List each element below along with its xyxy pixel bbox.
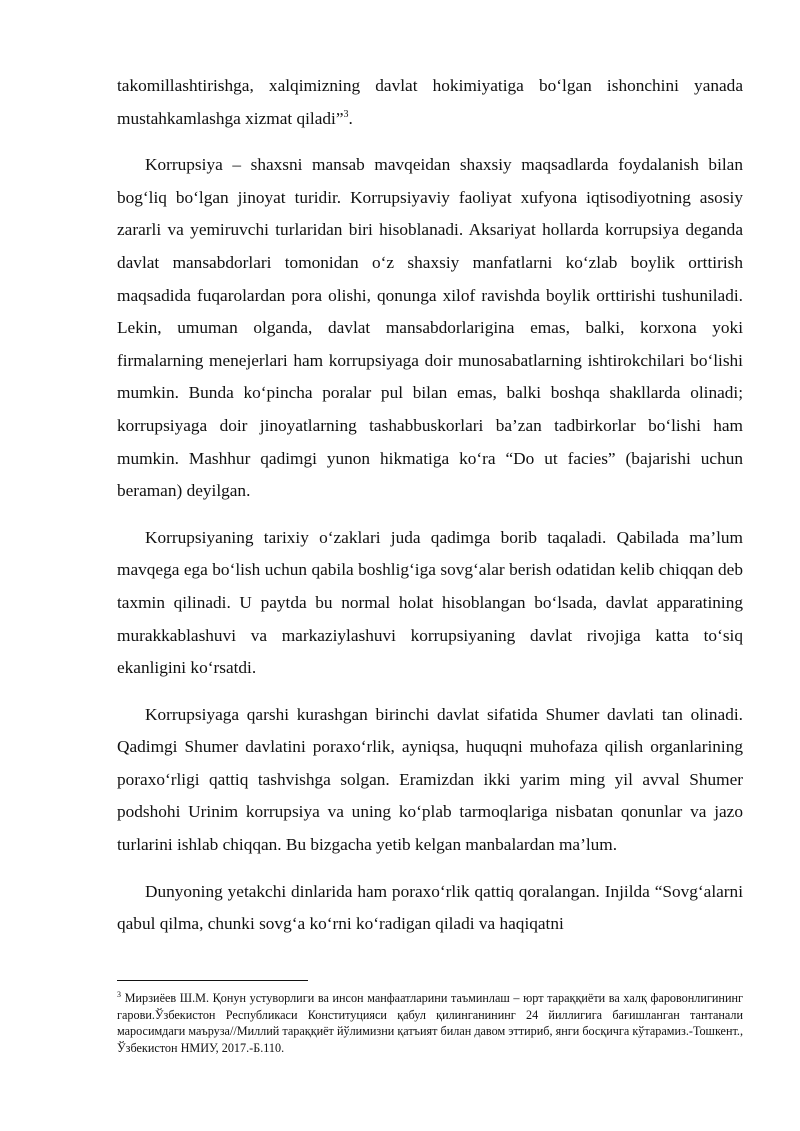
paragraph-0-end: . <box>348 108 353 128</box>
footnote <box>117 990 743 1057</box>
paragraph-2: Korrupsiyaning tarixiy o‘zaklari juda qadimga borib taqaladi. Qabilada ma’lum mavqega ega bo‘lish uchun qabila boshlig‘iga sovg‘alar berish odatidan kelib chiqqan deb taxmin qilinadi. U paytda bu normal holat hisoblangan bo‘lsada, davlat apparatining murakkablashuvi va markaziylashuvi korrupsiyaning davlat rivojiga katta to‘siq ekanligini ko‘rsatdi. <box>117 527 743 678</box>
paragraph-0-text: takomillashtirishga, xalqimizning davlat hokimiyatiga bo‘lgan ishonchini yanada mustahkamlashga xizmat qiladi” <box>117 76 743 128</box>
footnote-separator <box>117 980 308 981</box>
footnote-reference: 3 <box>343 108 349 120</box>
footnote-marker: 3 <box>117 989 121 999</box>
paragraph-continuation <box>117 70 743 135</box>
paragraph-4: Dunyoning yetakchi dinlarida ham poraxo‘rlik qattiq qoralangan. Injilda “Sovg‘alarni qabul qilma, chunki sovg‘a ko‘rni ko‘radigan qiladi va haqiqatni <box>117 881 743 934</box>
body-text <box>117 70 743 955</box>
paragraph-3: Korrupsiyaga qarshi kurashgan birinchi davlat sifatida Shumer davlati tan olinadi. Qadimgi Shumer davlatini poraxo‘rlik, ayniqsa, huquqni muhofaza qilish organlarining poraxo‘rligi qattiq tashvishga solgan. Eramizdan ikki yarim ming yil avval Shumer podshohi Urinim korrupsiya va uning ko‘plab tarmoqlariga nisbatan qonunlar va jazo turlarini ishlab chiqqan. Bu bizgacha yetib kelgan manbalardan ma’lum. <box>117 704 743 855</box>
paragraph-1: Korrupsiya – shaxsni mansab mavqeidan shaxsiy maqsadlarda foydalanish bilan bog‘liq bo‘lgan jinoyat turidir. Korrupsiyaviy faoliyat xufyona iqtisodiyotning asosiy zararli va yemiruvchi turlaridan biri hisoblanadi. Aksariyat hollarda korrupsiya deganda davlat mansabdorlari tomonidan o‘z shaxsiy manfatlarni ko‘zlab boylik orttirish maqsadida fuqarolardan pora olishi, qonunga xilof ravishda boylik orttirishi tushuniladi. Lekin, umuman olganda, davlat mansabdorlarigina emas, balki, korxona yoki firmalarning menejerlari ham korrupsiyaga doir munosabatlarning ishtirokchilari bo‘lishi mumkin. Bunda ko‘pincha poralar pul bilan emas, balki boshqa shakllarda olinadi; korrupsiyaga doir jinoyatlarning tashabbuskorlari ba’zan tadbirkorlar bo‘lishi ham mumkin. Mashhur qadimgi yunon hikmatiga ko‘ra “Do ut facies” (bajarishi uchun beraman) deyilgan. <box>117 155 743 501</box>
footnote-text: Мирзиёев Ш.М. Қонун устуворлиги ва инсон манфаатларини таъминлаш – юрт тараққиёти ва халқ фаровонлигининг гарови.Ўзбекистон Республикаси Конституцияси қабул қилинганининг 24 йиллигига бағишланган тантанали маросимдаги маъруза//Миллий тараққиёт йўлимизни қатъият билан давом эттириб, янги босқичга кўтарамиз.-Тошкент., Ўзбекистон НМИУ, 2017.-Б.110. <box>117 991 743 1056</box>
